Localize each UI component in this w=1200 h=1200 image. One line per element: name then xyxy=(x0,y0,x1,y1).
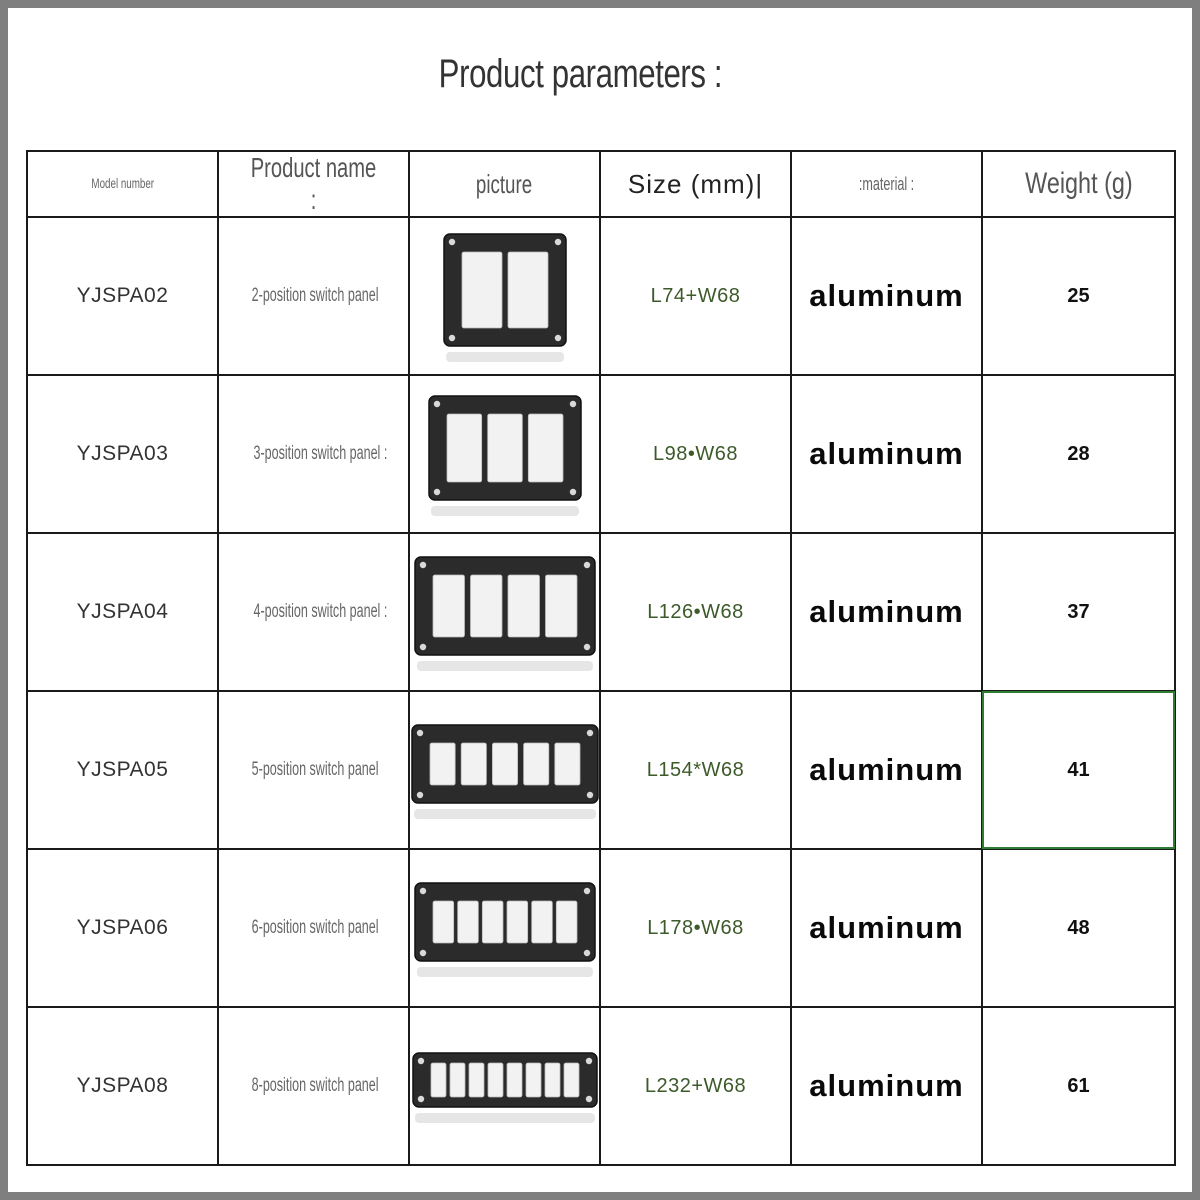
screw-hole xyxy=(448,239,454,245)
screw-hole xyxy=(554,335,560,341)
screw-hole xyxy=(569,489,575,495)
weight-cell: 48 xyxy=(982,849,1175,1007)
name-cell: 2-position switch panel xyxy=(218,217,409,375)
switch-slot xyxy=(450,1063,465,1097)
switch-panel-image xyxy=(411,853,599,1003)
switch-slot xyxy=(507,901,528,943)
material-cell: aluminum xyxy=(791,1007,982,1165)
table-row xyxy=(27,375,1175,533)
switch-slot xyxy=(508,252,548,328)
page-title: Product parameters : xyxy=(438,52,723,96)
weight-cell: 25 xyxy=(982,217,1175,375)
header-weight: Weight (g) xyxy=(982,151,1175,217)
switch-slot xyxy=(554,743,579,785)
table-row xyxy=(27,849,1175,1007)
screw-hole xyxy=(583,888,589,894)
screw-hole xyxy=(448,335,454,341)
screw-hole xyxy=(433,401,439,407)
picture-cell xyxy=(409,1007,600,1165)
size-cell: L74+W68 xyxy=(600,217,791,375)
model-cell: YJSPA02 xyxy=(27,217,218,375)
picture-cell xyxy=(409,849,600,1007)
switch-slot xyxy=(457,901,478,943)
switch-slot xyxy=(564,1063,579,1097)
picture-cell xyxy=(409,217,600,375)
table-row xyxy=(27,533,1175,691)
switch-slot xyxy=(433,575,465,637)
switch-slot xyxy=(431,1063,446,1097)
size-cell: L154*W68 xyxy=(600,691,791,849)
screw-hole xyxy=(419,888,425,894)
screw-hole xyxy=(417,1096,423,1102)
header-picture: picture xyxy=(409,151,600,217)
switch-panel-image xyxy=(411,1011,599,1161)
header-size: Size (mm)| xyxy=(600,151,791,217)
screw-hole xyxy=(419,644,425,650)
product-table xyxy=(26,150,1176,1166)
material-cell: aluminum xyxy=(791,533,982,691)
size-cell: L98•W68 xyxy=(600,375,791,533)
panel-reflection xyxy=(415,1113,595,1123)
switch-slot xyxy=(556,901,577,943)
name-cell: 4-position switch panel : xyxy=(218,533,409,691)
screw-hole xyxy=(583,562,589,568)
model-cell: YJSPA04 xyxy=(27,533,218,691)
switch-slot xyxy=(469,1063,484,1097)
panel-reflection xyxy=(417,967,593,977)
switch-slot xyxy=(528,414,563,482)
switch-panel-image xyxy=(411,221,599,371)
switch-slot xyxy=(461,743,486,785)
name-cell: 5-position switch panel xyxy=(218,691,409,849)
switch-panel-image xyxy=(411,695,599,845)
switch-slot xyxy=(545,575,577,637)
screw-hole xyxy=(419,562,425,568)
switch-slot xyxy=(433,901,454,943)
switch-slot xyxy=(507,1063,522,1097)
header-material: :material : xyxy=(791,151,982,217)
name-cell: 8-position switch panel xyxy=(218,1007,409,1165)
material-cell: aluminum xyxy=(791,849,982,1007)
size-cell: L178•W68 xyxy=(600,849,791,1007)
screw-hole xyxy=(583,950,589,956)
model-cell: YJSPA08 xyxy=(27,1007,218,1165)
name-cell: 3-position switch panel : xyxy=(218,375,409,533)
switch-slot xyxy=(470,575,502,637)
switch-slot xyxy=(488,1063,503,1097)
header-row xyxy=(27,151,1175,217)
screw-hole xyxy=(416,730,422,736)
size-cell: L126•W68 xyxy=(600,533,791,691)
panel-reflection xyxy=(414,809,596,819)
model-cell: YJSPA03 xyxy=(27,375,218,533)
screw-hole xyxy=(585,1058,591,1064)
header-model: Model number xyxy=(27,151,218,217)
weight-cell: 28 xyxy=(982,375,1175,533)
switch-slot xyxy=(545,1063,560,1097)
model-cell: YJSPA05 xyxy=(27,691,218,849)
screw-hole xyxy=(419,950,425,956)
table-row xyxy=(27,217,1175,375)
weight-cell-selected[interactable]: 41 xyxy=(982,691,1175,849)
screw-hole xyxy=(554,239,560,245)
material-cell: aluminum xyxy=(791,375,982,533)
switch-slot xyxy=(523,743,548,785)
material-cell: aluminum xyxy=(791,691,982,849)
screw-hole xyxy=(417,1058,423,1064)
screw-hole xyxy=(433,489,439,495)
screw-hole xyxy=(583,644,589,650)
size-cell: L232+W68 xyxy=(600,1007,791,1165)
header-name: Product name : xyxy=(218,151,409,217)
switch-slot xyxy=(462,252,502,328)
screw-hole xyxy=(586,730,592,736)
weight-cell: 37 xyxy=(982,533,1175,691)
screw-hole xyxy=(586,792,592,798)
panel-reflection xyxy=(417,661,593,671)
switch-slot xyxy=(430,743,455,785)
picture-cell xyxy=(409,691,600,849)
table-row xyxy=(27,691,1175,849)
panel-reflection xyxy=(446,352,564,362)
name-cell: 6-position switch panel xyxy=(218,849,409,1007)
switch-panel-image xyxy=(411,379,599,529)
screw-hole xyxy=(416,792,422,798)
panel-reflection xyxy=(431,506,579,516)
switch-slot xyxy=(482,901,503,943)
table-row xyxy=(27,1007,1175,1165)
material-cell: aluminum xyxy=(791,217,982,375)
model-cell: YJSPA06 xyxy=(27,849,218,1007)
switch-slot xyxy=(492,743,517,785)
switch-slot xyxy=(487,414,522,482)
screw-hole xyxy=(585,1096,591,1102)
switch-panel-image xyxy=(411,537,599,687)
screw-hole xyxy=(569,401,575,407)
switch-slot xyxy=(531,901,552,943)
switch-slot xyxy=(447,414,482,482)
weight-cell: 61 xyxy=(982,1007,1175,1165)
picture-cell xyxy=(409,533,600,691)
switch-slot xyxy=(526,1063,541,1097)
switch-slot xyxy=(508,575,540,637)
picture-cell xyxy=(409,375,600,533)
